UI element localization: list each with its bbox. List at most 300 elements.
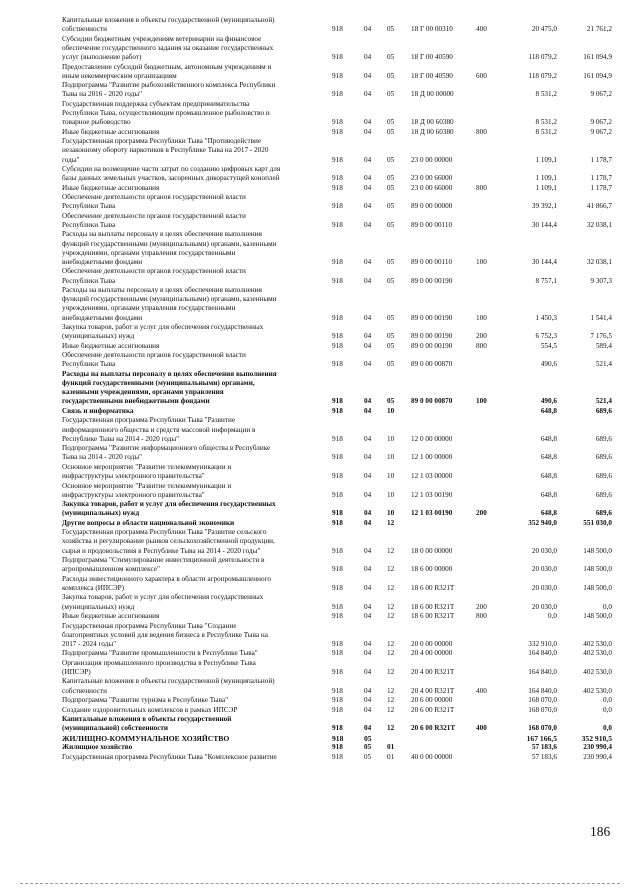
target-item-code: 18 6 00 R321T [411,612,455,621]
department-code: 918 [332,183,343,192]
page-bottom-rule [20,883,620,884]
row-values [0,202,640,211]
section-code: 04 [364,406,372,415]
amount-year-1: 164 840,0 [528,649,557,658]
row-name-line: Расходы на выплаты персоналу в целях обеспечения выполнения [62,286,262,295]
amount-year-1: 6 752,3 [535,332,557,341]
row-name-line: Капитальные вложения в объекты государственной (муниципальной) [62,677,275,686]
subsection-code: 05 [387,397,395,406]
subsection-code: 10 [387,472,395,481]
table-row [0,519,640,528]
subsection-code: 10 [387,509,395,518]
amount-year-1: 8 531,2 [535,127,557,136]
table-row [0,342,640,351]
department-code: 918 [332,696,343,705]
table-row [0,743,640,752]
row-values [0,565,640,574]
target-item-code: 89 0 00 00000 [411,202,453,211]
amount-year-1: 57 183,6 [531,743,557,752]
subsection-code: 12 [387,602,395,611]
table-row [0,556,640,574]
amount-year-2: 689,6 [595,509,612,518]
subsection-code: 05 [387,118,395,127]
amount-year-2: 32 038,1 [586,257,612,266]
row-name-line: Предоставление субсидий бюджетным, автономным учреждениям и [62,62,272,71]
amount-year-1: 164 840,0 [528,668,557,676]
department-code: 918 [332,313,343,322]
subsection-code: 05 [387,127,395,136]
row-name-line: благоприятных условий для ведения бизнеса в Республике Тыва на [62,630,268,639]
target-item-code: 20 4 00 00000 [411,649,453,658]
section-code: 04 [364,118,372,127]
amount-year-2: 402 530,0 [583,639,612,648]
amount-year-2: 689,6 [595,472,612,481]
target-item-code: 18 Д 00 60380 [411,127,454,136]
department-code: 918 [332,25,343,34]
amount-year-2: 9 067,2 [590,118,612,127]
row-name-line: Иные бюджетные ассигнования [62,183,160,192]
row-name-line: Республики Тыва [62,220,116,229]
row-name-line: (муниципальных) нужд [62,332,135,341]
department-code: 918 [332,602,343,611]
amount-year-1: 168 070,0 [528,724,557,733]
department-code: 918 [332,53,343,62]
section-code: 04 [364,183,372,192]
department-code: 918 [332,155,343,164]
row-name-line: учреждениями, органами управления государственными [62,248,236,257]
section-code: 04 [364,71,372,80]
row-name-line: Государственная программа Республики Тыва "Комплексное развитие [62,752,277,761]
subsection-code: 05 [387,341,395,350]
expense-type-code: 200 [476,509,487,518]
row-values [0,687,640,696]
department-code: 918 [332,332,343,341]
amount-year-1: 20 030,0 [531,546,557,555]
row-name-line: Организация промышленного производства в Республике Тыва [62,658,256,667]
target-item-code: 89 0 00 00110 [411,257,453,266]
table-row [0,128,640,137]
row-values [0,612,640,621]
scan-mark: · [394,76,396,82]
row-name-line: информационного общества и средств массовой информации в [62,425,256,434]
table-row [0,677,640,695]
section-code: 04 [364,490,372,499]
amount-year-1: 490,6 [540,397,557,406]
row-name-line: учреждениями, органами управления государственными [62,304,236,313]
amount-year-1: 648,8 [540,490,557,499]
row-values [0,491,640,500]
target-item-code: 18 Д 00 60380 [411,118,454,127]
row-name-line: внебюджетными фондами [62,313,143,322]
table-row [0,63,640,81]
department-code: 918 [332,71,343,80]
subsection-code: 12 [387,686,395,695]
table-row [0,184,640,193]
row-name-line: Республики Тыва, осуществляющим промышленное рыболовство и [62,109,270,117]
target-item-code: 89 0 00 00870 [411,360,453,369]
table-row [0,351,640,369]
table-row [0,649,640,658]
table-row [0,35,640,63]
row-name-line: функций государственными (муниципальными) органами, казенными [62,239,277,248]
amount-year-1: 1 109,1 [535,155,557,164]
department-code: 918 [332,546,343,555]
department-code: 918 [332,583,343,592]
row-name-line: Республики Тыва [62,360,116,369]
row-values [0,184,640,193]
row-name-line: незаконному обороту наркотиков в Республике Тыва на 2017 - 2020 [62,146,269,155]
department-code: 918 [332,509,343,518]
department-code: 918 [332,733,344,743]
amount-year-2: 230 990,4 [583,752,612,761]
target-item-code: 89 0 00 00190 [411,332,453,341]
department-code: 918 [332,752,343,761]
department-code: 918 [332,434,343,443]
section-code: 04 [364,583,372,592]
target-item-code: 18 Г 00 40590 [411,71,453,80]
target-item-code: 89 0 00 00190 [411,313,453,322]
expense-type-code: 800 [476,183,487,192]
expense-type-code: 800 [476,127,487,136]
amount-year-2: 689,6 [595,490,612,499]
row-name-line: Расходы на выплаты персоналу в целях обеспечения выполнения [62,230,262,239]
row-values [0,221,640,230]
row-values [0,734,640,743]
row-name-line: внебюджетными фондами [62,257,143,266]
row-values [0,453,640,462]
row-name-line: Жилищное хозяйство [62,743,133,752]
department-code: 918 [332,406,343,415]
amount-year-2: 0,0 [603,705,612,714]
section-code: 04 [364,360,372,369]
subsection-code: 10 [387,490,395,499]
amount-year-1: 118 079,2 [528,71,557,80]
department-code: 918 [332,612,343,621]
row-values [0,724,640,733]
row-values [0,519,640,528]
row-name-line: Государственная поддержка субъектам предпринимательства [62,99,250,108]
table-row [0,696,640,705]
row-values [0,547,640,556]
table-row [0,753,640,762]
table-row [0,659,640,677]
department-code: 918 [332,668,343,676]
amount-year-1: 648,8 [540,509,557,518]
row-values [0,90,640,99]
department-code: 918 [332,490,343,499]
row-name-line: Закупка товаров, работ и услуг для обеспечения государственных [62,500,276,509]
row-values [0,706,640,715]
department-code: 918 [332,174,343,183]
amount-year-1: 1 109,1 [535,183,557,192]
row-values [0,332,640,341]
subsection-code: 12 [387,649,395,658]
department-code: 918 [332,127,343,136]
table-row [0,500,640,518]
row-values [0,258,640,267]
row-name-line: хозяйства и регулирование рынков сельскохозяйственной продукции, [62,537,275,546]
amount-year-1: 39 392,1 [531,202,557,211]
target-item-code: 89 0 00 00190 [411,341,453,350]
target-item-code: 12 1 03 00000 [411,472,453,481]
department-code: 918 [332,397,343,406]
row-name-line: Государственная программа Республики Тыва "Создание [62,621,237,630]
table-row [0,593,640,611]
section-code: 05 [364,733,372,743]
target-item-code: 18 6 00 R321T [411,602,455,611]
amount-year-2: 21 761,2 [586,25,612,34]
table-row [0,575,640,593]
amount-year-2: 352 910,5 [581,733,612,743]
target-item-code: 20 4 00 R321T [411,686,455,695]
expense-type-code: 800 [476,612,487,621]
amount-year-2: 1 178,7 [590,155,612,164]
amount-year-2: 521,4 [595,360,612,369]
row-values [0,603,640,612]
table-row [0,706,640,715]
subsection-code: 05 [387,276,395,285]
row-name-line: Расходы на выплаты персоналу в целях обеспечения выполнения [62,369,277,378]
amount-year-2: 689,6 [595,406,612,415]
section-code: 04 [364,696,372,705]
target-item-code: 18 Д 00 00000 [411,90,454,99]
department-code: 918 [332,276,343,285]
row-name-line: Республике Тыва на 2014 - 2020 годы" [62,434,180,443]
target-item-code: 89 0 00 00190 [411,276,453,285]
section-code: 04 [364,668,372,676]
row-values [0,314,640,323]
expense-type-code: 400 [476,25,487,34]
row-name-line: Обеспечение деятельности органов государственной власти [62,267,246,276]
amount-year-1: 648,8 [540,406,557,415]
department-code: 918 [332,649,343,658]
section-code: 04 [364,724,372,733]
row-values [0,435,640,444]
row-name-line: Субсидии на возмещение части затрат по созданию цифровых карт для [62,164,281,173]
subsection-code: 12 [387,546,395,555]
amount-year-2: 521,4 [595,397,612,406]
row-name-line: Капитальные вложения в объекты государственной [62,715,232,723]
amount-year-1: 1 450,3 [535,313,557,322]
expense-type-code: 800 [476,341,487,350]
department-code: 918 [332,686,343,695]
expense-type-code: 400 [476,724,487,733]
section-code: 04 [364,202,372,211]
amount-year-1: 164 840,0 [528,686,557,695]
section-code: 04 [364,397,372,406]
row-name-line: сырья и продовольствия в Республике Тыва на 2014 - 2020 годы" [62,546,261,555]
expense-type-code: 200 [476,602,487,611]
row-values [0,407,640,416]
amount-year-1: 648,8 [540,453,557,462]
row-values [0,128,640,137]
amount-year-1: 30 144,4 [531,257,557,266]
row-name-line: Подпрограмма "Стимулирование инвестиционной деятельности в [62,556,265,565]
amount-year-2: 161 094,9 [583,71,612,80]
department-code: 918 [332,118,343,127]
section-code: 04 [364,509,372,518]
amount-year-2: 230 990,4 [583,743,612,752]
department-code: 918 [332,518,343,527]
section-code: 04 [364,472,372,481]
target-item-code: 20 0 00 00000 [411,639,453,648]
row-name-line: инфраструктуры электронного правительства" [62,472,205,481]
amount-year-1: 1 109,1 [535,174,557,183]
row-name-line: Республики Тыва [62,276,116,285]
table-row [0,230,640,267]
target-item-code: 18 Г 00 00310 [411,25,453,34]
subsection-code: 05 [387,360,395,369]
expense-type-code: 100 [476,313,487,322]
section-code: 04 [364,127,372,136]
row-name-line: Иные бюджетные ассигнования [62,127,160,136]
section-code: 04 [364,639,372,648]
subsection-code: 05 [387,220,395,229]
row-name-line: Обеспечение деятельности органов государственной власти [62,351,246,360]
table-row [0,416,640,444]
amount-year-1: 332 910,0 [528,639,557,648]
amount-year-1: 20 030,0 [531,602,557,611]
section-code: 04 [364,53,372,62]
amount-year-1: 0,0 [548,612,557,621]
table-row [0,370,640,407]
section-code: 04 [364,332,372,341]
subsection-code: 05 [387,313,395,322]
subsection-code: 10 [387,453,395,462]
row-values [0,753,640,762]
amount-year-2: 402 530,0 [583,668,612,676]
row-name-line: Расходы инвестиционного характера в области агропромышленного [62,574,271,583]
row-name-line: функций государственными (муниципальными) органами, [62,379,255,388]
row-name-line: казенными учреждениями, органами управления [62,388,224,397]
subsection-code: 05 [387,183,395,192]
table-row [0,444,640,462]
amount-year-2: 402 530,0 [583,686,612,695]
table-row [0,286,640,323]
section-code: 04 [364,453,372,462]
section-code: 04 [364,546,372,555]
section-code: 04 [364,649,372,658]
amount-year-1: 20 475,0 [531,25,557,34]
row-values [0,53,640,62]
row-name-line: собственности [62,25,107,34]
department-code: 918 [332,257,343,266]
amount-year-2: 589,4 [595,341,612,350]
department-code: 918 [332,90,343,99]
amount-year-1: 20 030,0 [531,583,557,592]
subsection-code: 05 [387,53,395,62]
row-name-line: Основное мероприятие "Развитие телекоммуникации и [62,481,232,490]
amount-year-1: 554,5 [540,341,557,350]
table-row [0,165,640,183]
row-name-line: ЖИЛИЩНО-КОММУНАЛЬНОЕ ХОЗЯЙСТВО [62,733,230,743]
amount-year-1: 57 183,6 [531,752,557,761]
amount-year-1: 20 030,0 [531,565,557,574]
row-values [0,174,640,183]
row-name-line: базы данных земельных участков, засоренных дикорастущей коноплей [62,174,280,183]
section-code: 04 [364,705,372,714]
amount-year-2: 0,0 [603,696,612,705]
section-code: 04 [364,341,372,350]
row-values [0,342,640,351]
target-item-code: 18 0 00 00000 [411,546,453,555]
page-number: 186 [590,824,611,839]
target-item-code: 18 6 00 R321T [411,583,455,592]
section-code: 05 [364,752,372,761]
table-row [0,715,640,733]
row-name-line: Подпрограмма "Развитие туризма в Республике Тыва" [62,696,229,705]
subsection-code: 10 [387,406,395,415]
row-name-line: Закупка товаров, работ и услуг для обеспечения государственных [62,323,264,332]
department-code: 918 [332,743,343,752]
row-values [0,360,640,369]
row-name-line: Создание оздоровительных комплексов в рамках ИПСЭР [62,705,238,714]
row-name-line: собственности [62,686,107,695]
row-name-line: Подпрограмма "Развитие информационного общества в Республике [62,444,271,453]
amount-year-2: 148 500,0 [583,546,612,555]
row-values [0,668,640,677]
amount-year-2: 689,6 [595,453,612,462]
row-values [0,397,640,406]
row-name-line: Основное мероприятие "Развитие телекоммуникации и [62,462,232,471]
section-code: 04 [364,90,372,99]
amount-year-1: 8 757,1 [535,276,557,285]
row-name-line: Обеспечение деятельности органов государственной власти [62,211,246,220]
row-name-line: Государственная программа Республики Тыва "Противодействие [62,137,262,146]
table-row [0,482,640,500]
row-values [0,118,640,127]
amount-year-2: 9 307,3 [590,276,612,285]
row-name-line: Закупка товаров, работ и услуг для обеспечения государственных [62,593,264,602]
amount-year-2: 161 094,9 [583,53,612,62]
amount-year-2: 1 178,7 [590,174,612,183]
row-name-line: Государственная программа Республики Тыва "Развитие сельского [62,528,267,537]
amount-year-2: 148 500,0 [583,612,612,621]
section-code: 04 [364,220,372,229]
row-values [0,25,640,34]
row-name-line: (муниципальных) нужд [62,509,140,518]
row-values [0,509,640,518]
expense-type-code: 200 [476,332,487,341]
target-item-code: 12 1 03 00190 [411,509,453,518]
table-row [0,16,640,34]
row-name-line: Республики Тыва [62,202,116,211]
section-code: 04 [364,276,372,285]
row-values [0,743,640,752]
amount-year-1: 30 144,4 [531,220,557,229]
department-code: 918 [332,565,343,574]
amount-year-2: 551 030,0 [583,518,612,527]
amount-year-1: 648,8 [540,434,557,443]
subsection-code: 12 [387,696,395,705]
row-name-line: Тыва на 2014 - 2020 годы" [62,453,143,462]
row-name-line: 2017 - 2024 годы" [62,639,117,648]
row-name-line: (муниципальной) собственности [62,724,169,733]
row-values [0,649,640,658]
row-values [0,277,640,286]
department-code: 918 [332,341,343,350]
amount-year-1: 490,6 [540,360,557,369]
amount-year-2: 1 541,4 [590,313,612,322]
amount-year-2: 402 530,0 [583,649,612,658]
row-name-line: Обеспечение деятельности органов государственной власти [62,193,246,202]
row-name-line: Иные бюджетные ассигнования [62,612,160,621]
row-name-line: Подпрограмма "Развитие рыбохозяйственного комплекса Республики [62,81,276,90]
subsection-code: 01 [387,743,395,752]
row-name-line: годы" [62,155,80,164]
row-name-line: Подпрограмма "Развитие промышленности в Республике Тыва" [62,649,258,658]
amount-year-2: 0,0 [603,724,612,733]
